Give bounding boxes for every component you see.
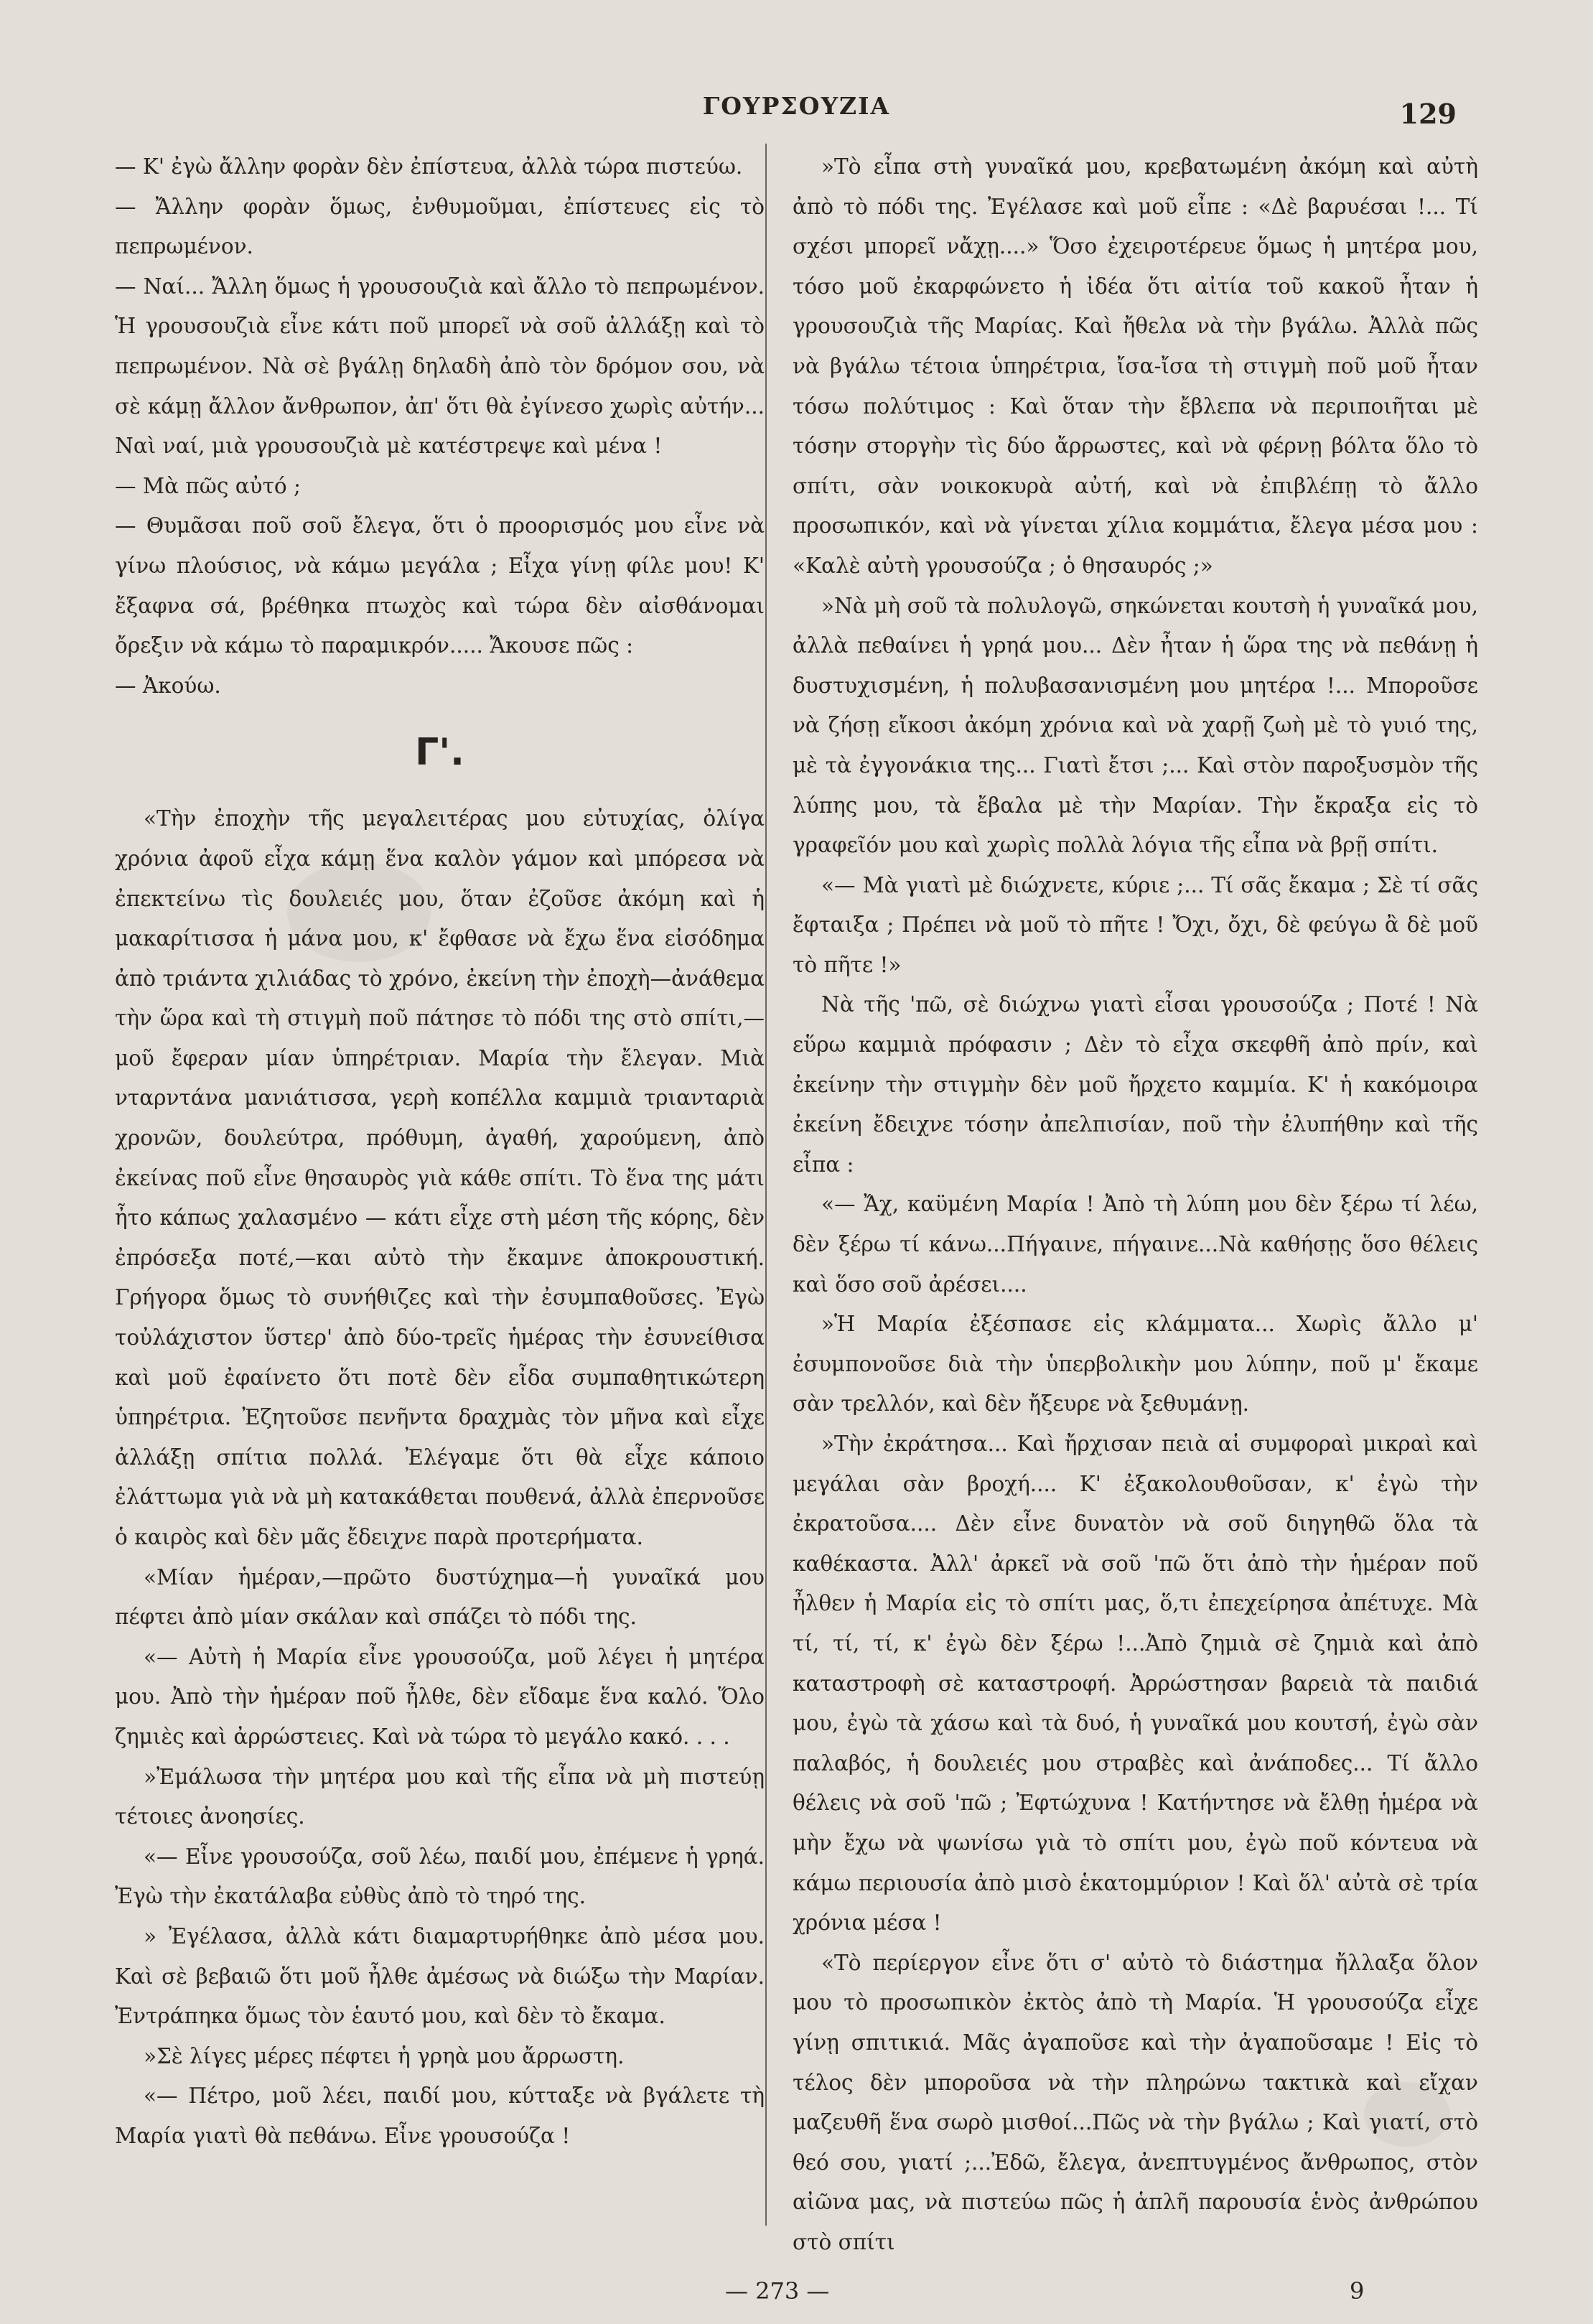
body-paragraph: «— Πέτρο, μοῦ λέει, παιδί μου, κύτταξε νὰ βγάλετε τὴ Μαρία γιατὶ θὰ πεθάνω. Εἶνε γρουσούζα ! [115, 2083, 765, 2148]
page-number: 129 [1399, 98, 1457, 130]
footer-page-number: — 273 — [725, 2277, 830, 2305]
body-paragraph: »Τὸ εἶπα στὴ γυναῖκά μου, κρεβατωμένη ἀκόμη καὶ αὐτὴ ἀπὸ τὸ πόδι της. Ἐγέλασε καὶ μοῦ εἶπε : «Δὲ βαρυέσαι !... Τί σχέσι μπορεῖ νἄχῃ....» Ὅσο ἐχειροτέρευε ὅμως ἡ μητέρα μου, τόσο μοῦ ἐκαρφώνετο ἡ ἰδέα ὅτι αἰτία τοῦ κακοῦ ἦταν ἡ γρουσουζιὰ τῆς Μαρίας. Καὶ ἤθελα νὰ τὴν βγάλω. Ἀλλὰ πῶς νὰ βγάλω τέτοια ὑπηρέτρια, ἴσα-ἴσα τὴ στιγμὴ ποῦ μοῦ ἦταν τόσω πολύτιμος : Καὶ ὅταν τὴν ἔβλεπα νὰ περιποιῆται μὲ τόσην στοργὴν τὶς δύο ἄρρωστες, καὶ νὰ φέρνῃ βόλτα ὅλο τὸ σπίτι, σὰν νοικοκυρὰ αὐτή, καὶ νὰ ἐπιβλέπῃ τὸ ἄλλο προσωπικόν, καὶ νὰ γίνεται χίλια κομμάτια, ἔλεγα μέσα μου : «Καλὲ αὐτὴ γρουσούζα ; ὁ θησαυρός ;» [793, 154, 1478, 578]
body-paragraph: Νὰ τῆς 'πῶ, σὲ διώχνω γιατὶ εἶσαι γρουσούζα ; Ποτέ ! Νὰ εὕρω καμμιὰ πρόφασιν ; Δὲν τὸ εἶχα σκεφθῆ ἀπὸ πρίν, καὶ ἐκείνην τὴν στιγμὴν δὲν μοῦ ἤρχετο καμμία. Κ' ἡ κακόμοιρα ἐκείνη ἔδειχνε τόσην ἀπελπισίαν, ποῦ τὴν ἐλυπήθην καὶ τῆς εἶπα : [793, 992, 1478, 1177]
left-column [115, 147, 765, 2157]
running-header-title: ΓΟΥΡΣΟΥΖΙΑ [702, 92, 891, 120]
body-paragraph: »Ἡ Μαρία ἐξέσπασε εἰς κλάμματα... Χωρὶς ἄλλο μ' ἐσυμπονοῦσε διὰ τὴν ὑπερβολικὴν μου λύπην, ποῦ μ' ἔκαμε σὰν τρελλόν, καὶ δὲν ἤξευρε νὰ ξεθυμάνῃ. [793, 1312, 1478, 1417]
right-column [793, 147, 1478, 2262]
printer-signature: 9 [1350, 2277, 1365, 2305]
dialogue-paragraph: — Θυμᾶσαι ποῦ σοῦ ἔλεγα, ὅτι ὁ προορισμός μου εἶνε νὰ γίνω πλούσιος, νὰ κάμω μεγάλα ; Εἶχα γίνῃ φίλε μου! Κ' ἔξαφνα σά, βρέθηκα πτωχὸς καὶ τώρα δὲν αἰσθάνομαι ὄρεξιν νὰ κάμω τὸ παραμικρόν..... Ἄκουσε πῶς : [115, 513, 765, 658]
column-divider [765, 144, 767, 2226]
body-paragraph: «Τὴν ἐποχὴν τῆς μεγαλειτέρας μου εὐτυχίας, ὀλίγα χρόνια ἀφοῦ εἶχα κάμῃ ἕνα καλὸν γάμον καὶ μπόρεσα νὰ ἐπεκτείνω τὶς δουλειές μου, ὅταν ἐζοῦσε ἀκόμη καὶ ἡ μακαρίτισσα ἡ μάνα μου, κ' ἔφθασε νὰ ἔχω ἕνα εἰσόδημα ἀπὸ τριάντα χιλιάδας τὸ χρόνο, ἐκείνη τὴν ἐποχὴ—ἀνάθεμα τὴν ὥρα καὶ τὴ στιγμὴ ποῦ πάτησε τὸ πόδι της στὸ σπίτι,—μοῦ ἔφεραν μίαν ὑπηρέτριαν. Μαρία τὴν ἔλεγαν. Μιὰ νταρντάνα μανιάτισσα, γερὴ κοπέλλα καμμιὰ τριανταριὰ χρονῶν, δουλεύτρα, πρόθυμη, ἀγαθή, χαρούμενη, ἀπὸ ἐκείνας ποῦ εἶνε θησαυρὸς γιὰ κάθε σπίτι. Τὸ ἕνα της μάτι ἦτο κάπως χαλασμένο — κάτι εἶχε στὴ μέση τῆς κόρης, δὲν ἐπρόσεξα ποτέ,—και αὐτὸ τὴν ἔκαμνε ἀποκρουστική. Γρήγορα ὅμως τὸ συνήθιζες καὶ τὴν ἐσυμπαθοῦσες. Ἐγὼ τοὐλάχιστον ὕστερ' ἀπὸ δύο-τρεῖς ἡμέρας τὴν ἐσυνείθισα καὶ μοῦ ἐφαίνετο ὅτι ποτὲ δὲν εἶδα συμπαθητικώτερη ὑπηρέτρια. Ἐζητοῦσε πενῆντα δραχμὰς τὸν μῆνα καὶ εἶχε ἀλλάξῃ σπίτια πολλά. Ἐλέγαμε ὅτι θὰ εἶχε κάποιο ἐλάττωμα γιὰ νὰ μὴ κατακάθεται πουθενά, ἀλλὰ ἐπερνοῦσε ὁ καιρὸς καὶ δὲν μᾶς ἔδειχνε παρὰ προτερήματα. [115, 806, 765, 1549]
body-paragraph: «Τὸ περίεργον εἶνε ὅτι σ' αὐτὸ τὸ διάστημα ἤλλαξα ὅλον μου τὸ προσωπικὸν ἐκτὸς ἀπὸ τὴ Μαρία. Ἡ γρουσούζα εἶχε γίνῃ σπιτικιά. Μᾶς ἀγαποῦσε καὶ τὴν ἀγαποῦσαμε ! Εἰς τὸ τέλος δὲν μποροῦσα νὰ τὴν πληρώνω τακτικὰ καὶ εἴχαν μαζευθῆ ἕνα σωρὸ μισθοί...Πῶς νὰ τὴν βγάλω ; Καὶ γιατί, στὸ θεό σου, γιατί ;...Ἐδῶ, ἔλεγα, ἀνεπτυγμένος ἄνθρωπος, στὸν αἰῶνα μας, νὰ πιστεύω πῶς ἡ ἁπλῆ παρουσία ἑνὸς ἀνθρώπου στὸ σπίτι [793, 1950, 1478, 2254]
body-paragraph: «— Μὰ γιατὶ μὲ διώχνετε, κύριε ;... Τί σᾶς ἔκαμα ; Σὲ τί σᾶς ἔφταιξα ; Πρέπει νὰ μοῦ τὸ πῆτε ! Ὄχι, ὄχι, δὲ φεύγω ἂ δὲ μοῦ τὸ πῆτε !» [793, 872, 1478, 977]
body-paragraph: » Ἐγέλασα, ἀλλὰ κάτι διαμαρτυρήθηκε ἀπὸ μέσα μου. Καὶ σὲ βεβαιῶ ὅτι μοῦ ἦλθε ἀμέσως νὰ διώξω τὴν Μαρίαν. Ἐντράπηκα ὅμως τὸν ἑαυτό μου, καὶ δὲν τὸ ἔκαμα. [115, 1923, 765, 2029]
dialogue-paragraph: — Μὰ πῶς αὐτό ; [115, 473, 301, 498]
body-paragraph: »Σὲ λίγες μέρες πέφτει ἡ γρηὰ μου ἄρρωστη. [144, 2043, 625, 2068]
body-paragraph: »Νὰ μὴ σοῦ τὰ πολυλογῶ, σηκώνεται κουτσὴ ἡ γυναῖκά μου, ἀλλὰ πεθαίνει ἡ γρηά μου... Δὲν ἦταν ἡ ὥρα της νὰ πεθάνῃ ἡ δυστυχισμένη, ἡ πολυβασανισμένη μου μητέρα !... Μποροῦσε νὰ ζήσῃ εἴκοσι ἀκόμη χρόνια καὶ νὰ χαρῇ ζωὴ μὲ τὸ γυιό της, μὲ τὰ ἐγγονάκια της... Γιατὶ ἔτσι ;... Καὶ στὸν παροξυσμὸν τῆς λύπης μου, τὰ ἔβαλα μὲ τὴν Μαρίαν. Τὴν ἔκραξα εἰς τὸ γραφεῖόν μου καὶ χωρὶς πολλὰ λόγια τῆς εἶπα νὰ βρῇ σπίτι. [793, 593, 1478, 858]
body-paragraph: «— Αὐτὴ ἡ Μαρία εἶνε γρουσούζα, μοῦ λέγει ἡ μητέρα μου. Ἀπὸ τὴν ἡμέραν ποῦ ἦλθε, δὲν εἴδαμε ἕνα καλό. Ὅλο ζημιὲς καὶ ἀρρώστειες. Καὶ νὰ τώρα τὸ μεγάλο κακό. . . . [115, 1644, 765, 1749]
dialogue-paragraph: — Ἄλλην φορὰν ὅμως, ἐνθυμοῦμαι, ἐπίστευες εἰς τὸ πεπρωμένον. [115, 194, 765, 259]
body-paragraph: «— Εἶνε γρουσούζα, σοῦ λέω, παιδί μου, ἐπέμενε ἡ γρηά. Ἐγὼ τὴν ἐκατάλαβα εὐθὺς ἀπὸ τὸ τηρό της. [115, 1844, 765, 1909]
body-paragraph: »Τὴν ἐκράτησα... Καὶ ἤρχισαν πειὰ αἱ συμφοραὶ μικραὶ καὶ μεγάλαι σὰν βροχή.... Κ' ἐξακολουθοῦσαν, κ' ἐγὼ τὴν ἐκρατοῦσα.... Δὲν εἶνε δυνατὸν νὰ σοῦ διηγηθῶ ὅλα τὰ καθέκαστα. Ἀλλ' ἀρκεῖ νὰ σοῦ 'πῶ ὅτι ἀπὸ τὴν ἡμέραν ποῦ ἦλθεν ἡ Μαρία εἰς τὸ σπίτι μας, ὅ,τι ἐπεχείρησα ἀπέτυχε. Μὰ τί, τί, τί, κ' ἐγὼ δὲν ξέρω !...Ἀπὸ ζημιὰ σὲ ζημιὰ καὶ ἀπὸ καταστροφὴ σὲ καταστροφή. Ἀρρώστησαν βαρειὰ τὰ παιδιά μου, ἐγὼ τὰ χάσω καὶ τὰ δυό, ἡ γυναῖκά μου κουτσή, ἐγὼ σὰν παλαβός, ἡ δουλειές μου στραβὲς καὶ ἀνάποδες... Τί ἄλλο θέλεις νὰ σοῦ 'πῶ ; Ἐφτώχυνα ! Κατήντησε νὰ ἔλθῃ ἡμέρα νὰ μὴν ἔχω νὰ ψωνίσω γιὰ τὸ σπίτι μου, ἐγὼ ποῦ κόντευα νὰ κάμω περιουσία ἀπὸ μισὸ ἑκατομμύριον ! Καὶ ὅλ' αὐτὰ σὲ τρία χρόνια μέσα ! [793, 1432, 1478, 1936]
body-paragraph: »Ἐμάλωσα τὴν μητέρα μου καὶ τῆς εἶπα νὰ μὴ πιστεύῃ τέτοιες ἀνοησίες. [115, 1764, 765, 1829]
dialogue-paragraph: — Ἀκούω. [115, 673, 221, 698]
body-paragraph: «Μίαν ἡμέραν,—πρῶτο δυστύχημα—ἡ γυναῖκά μου πέφτει ἀπὸ μίαν σκάλαν καὶ σπάζει τὸ πόδι της. [115, 1564, 765, 1630]
dialogue-paragraph: — Κ' ἐγὼ ἄλλην φορὰν δὲν ἐπίστευα, ἀλλὰ τώρα πιστεύω. [115, 154, 743, 179]
body-paragraph: «— Ἄχ, καϋμένη Μαρία ! Ἀπὸ τὴ λύπη μου δὲν ξέρω τί λέω, δὲν ξέρω τί κάνω...Πήγαινε, πήγαινε...Νὰ καθήσῃς ὅσο θέλεις καὶ ὅσο σοῦ ἀρέσει.... [793, 1192, 1478, 1297]
dialogue-paragraph: — Ναί... Ἄλλη ὅμως ἡ γρουσουζιὰ καὶ ἄλλο τὸ πεπρωμένον. Ἡ γρουσουζιὰ εἶνε κάτι ποῦ μπορεῖ νὰ σοῦ ἀλλάξῃ καὶ τὸ πεπρωμένον. Νὰ σὲ βγάλῃ δηλαδὴ ἀπὸ τὸν δρόμον σου, νὰ σὲ κάμῃ ἄλλον ἄνθρωπον, ἀπ' ὅτι θὰ ἐγίνεσο χωρὶς αὐτήν... Ναὶ ναί, μιὰ γρουσουζιὰ μὲ κατέστρεψε καὶ μένα ! [115, 274, 765, 459]
section-heading: Γ'. [415, 731, 464, 775]
